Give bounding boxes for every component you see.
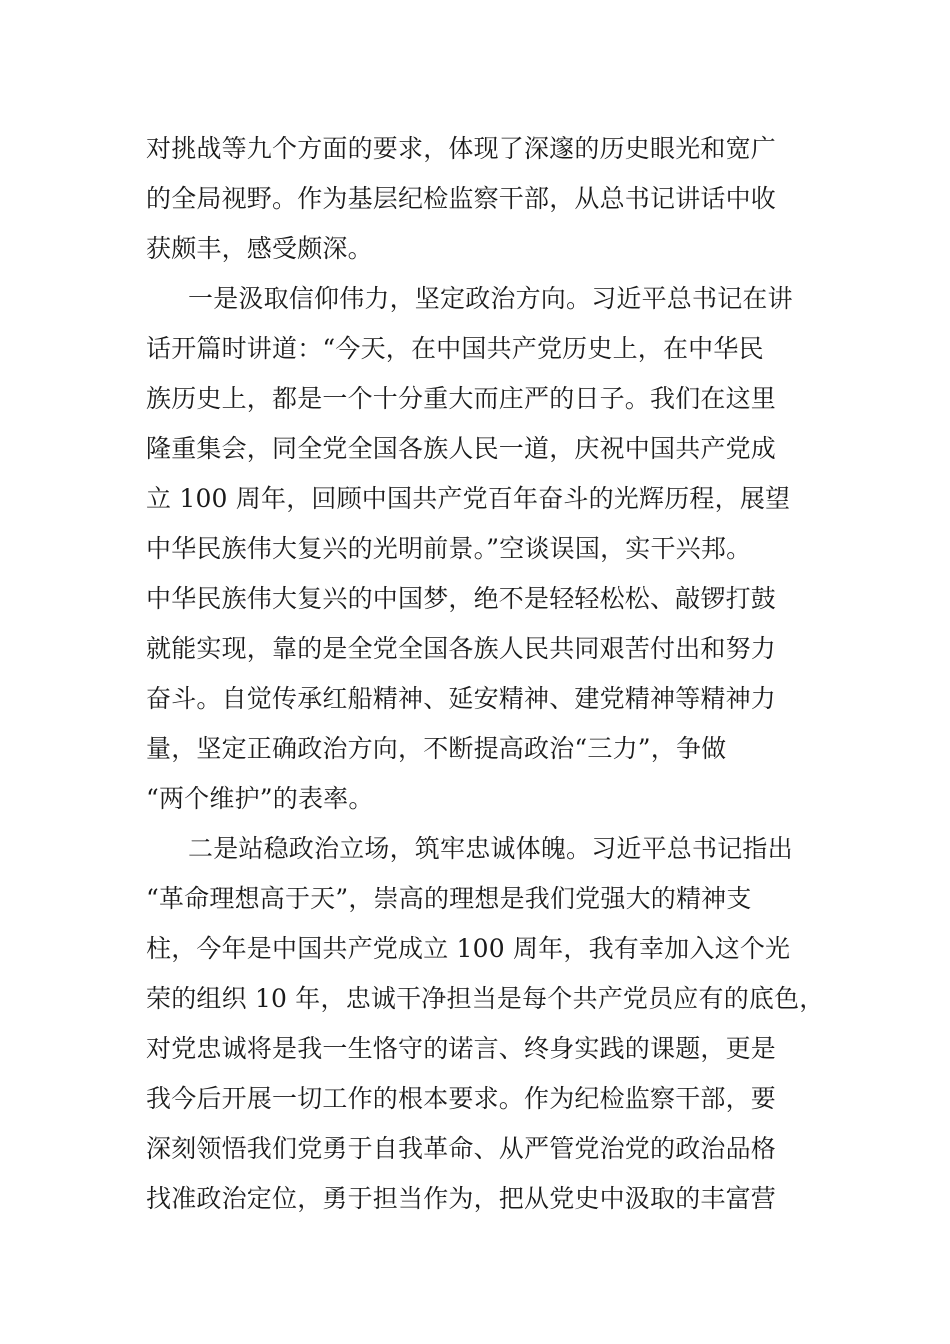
- text-line: 族历史上，都是一个十分重大而庄严的日子。我们在这里: [146, 384, 777, 413]
- text-line: 深刻领悟我们党勇于自我革命、从严管党治党的政治品格: [146, 1134, 777, 1163]
- text-line: 的全局视野。作为基层纪检监察干部，从总书记讲话中收: [146, 184, 777, 213]
- text-line: 柱，今年是中国共产党成立 100 周年，我有幸加入这个光: [146, 934, 791, 963]
- text-line: 立 100 周年，回顾中国共产党百年奋斗的光辉历程，展望: [146, 484, 791, 513]
- paragraph-start-line: 一是汲取信仰伟力，坚定政治方向。习近平总书记在讲: [188, 284, 793, 313]
- text-line: 对党忠诚将是我一生恪守的诺言、终身实践的课题，更是: [146, 1034, 777, 1063]
- text-line: 中华民族伟大复兴的光明前景。”空谈误国，实干兴邦。: [146, 534, 752, 563]
- text-line: 对挑战等九个方面的要求，体现了深邃的历史眼光和宽广: [146, 134, 777, 163]
- text-line: 奋斗。自觉传承红船精神、延安精神、建党精神等精神力: [146, 684, 777, 713]
- text-line: 我今后开展一切工作的根本要求。作为纪检监察干部，要: [146, 1084, 777, 1113]
- text-line: 就能实现，靠的是全党全国各族人民共同艰苦付出和努力: [146, 634, 777, 663]
- text-line: 中华民族伟大复兴的中国梦，绝不是轻轻松松、敲锣打鼓: [146, 584, 777, 613]
- text-line: 找准政治定位，勇于担当作为，把从党史中汲取的丰富营: [146, 1184, 777, 1213]
- text-line: 荣的组织 10 年，忠诚干净担当是每个共产党员应有的底色，: [146, 984, 825, 1013]
- text-line: 量，坚定正确政治方向，不断提高政治“三力”，争做: [146, 734, 727, 763]
- paragraph-start-line: 二是站稳政治立场，筑牢忠诚体魄。习近平总书记指出: [188, 834, 793, 863]
- text-line: “革命理想高于天”，崇高的理想是我们党强大的精神支: [146, 884, 752, 913]
- text-line: 隆重集会，同全党全国各族人民一道，庆祝中国共产党成: [146, 434, 777, 463]
- text-line: 话开篇时讲道：“今天，在中国共产党历史上，在中华民: [146, 334, 764, 363]
- text-line: 获颇丰，感受颇深。: [146, 234, 373, 263]
- text-line: “两个维护”的表率。: [146, 784, 374, 813]
